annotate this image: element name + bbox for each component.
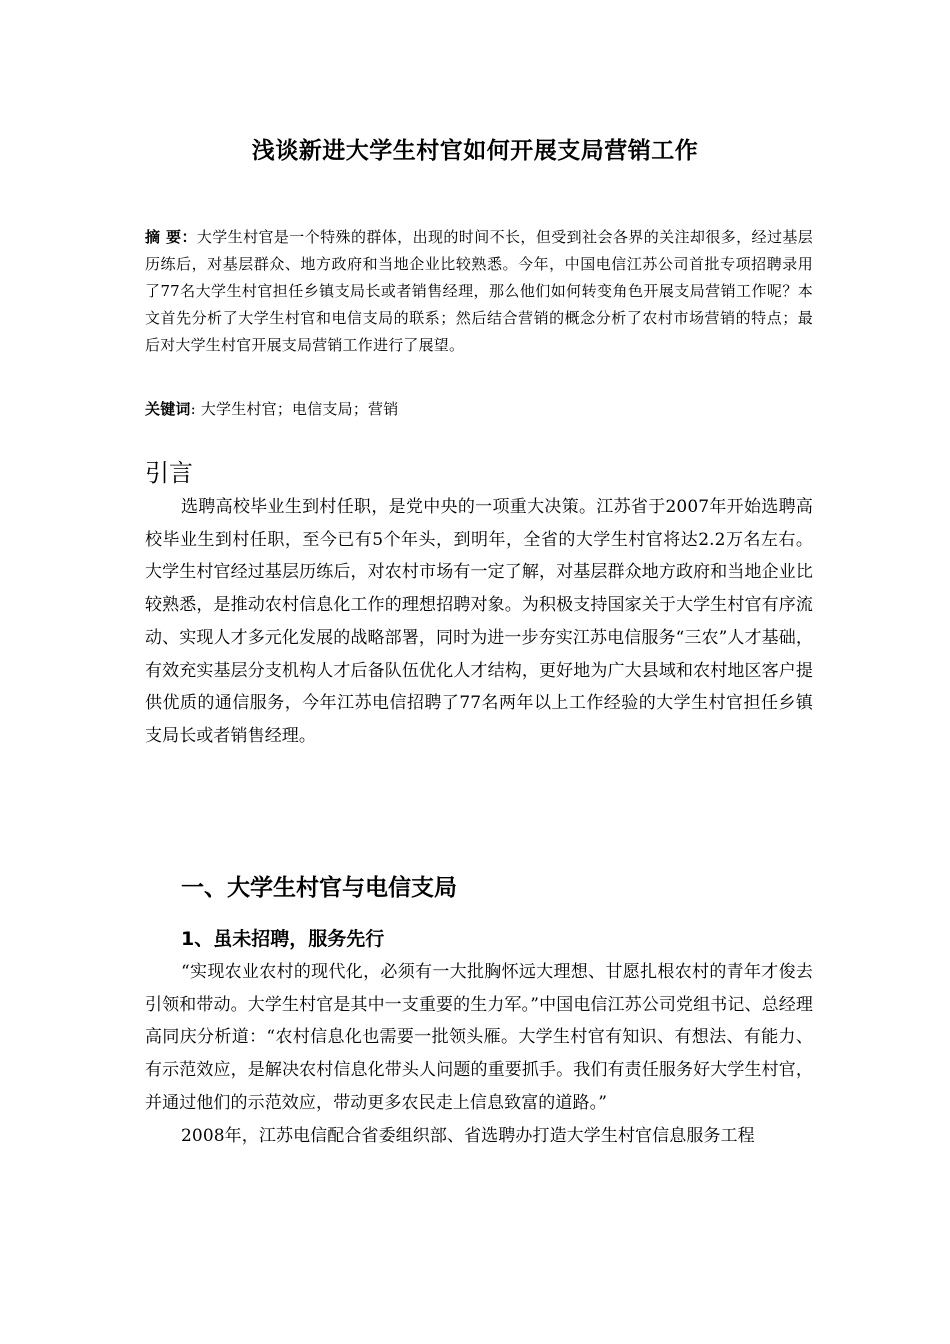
subsection-heading: 1、虽未招聘，服务先行 [181, 928, 385, 950]
section-heading: 一、大学生村官与电信支局 [181, 875, 457, 901]
abstract-block [145, 224, 813, 359]
abstract-text: 大学生村官是一个特殊的群体，出现的时间不长，但受到社会各界的关注却很多，经过基层历练后，对基层群众、地方政府和当地企业比较熟悉。今年，中国电信江苏公司首批专项招聘录用了77名大学生村官担任乡镇支局长或者销售经理，那么他们如何转变角色开展支局营销工作呢？本文首先分析了大学生村官和电信支局的联系；然后结合营销的概念分析了农村市场营销的特点；最后对大学生村官开展支局营销工作进行了展望。 [145, 228, 813, 354]
section-paragraph: “实现农业农村的现代化，必须有一大批胸怀远大理想、甘愿扎根农村的青年才俊去引领和带动。大学生村官是其中一支重要的生力军。”中国电信江苏公司党组书记、总经理高同庆分析道：“农村信息化也需要一批领头雁。大学生村官有知识、有想法、有能力、有示范效应，是解决农村信息化带头人问题的重要抓手。我们有责任服务好大学生村官，并通过他们的示范效应，带动更多农民走上信息致富的道路。” [145, 962, 813, 1113]
introduction-body [145, 491, 813, 753]
section-body [145, 956, 813, 1152]
introduction-heading: 引言 [145, 459, 193, 487]
introduction-paragraph: 选聘高校毕业生到村任职，是党中央的一项重大决策。江苏省于2007年开始选聘高校毕业生到村任职，至今已有5个年头，到明年，全省的大学生村官将达2.2万名左右。大学生村官经过基层历练后，对农村市场有一定了解，对基层群众地方政府和当地企业比较熟悉，是推动农村信息化工作的理想招聘对象。为积极支持国家关于大学生村官有序流动、实现人才多元化发展的战略部署，同时为进一步夯实江苏电信服务“三农”人才基础，有效充实基层分支机构人才后备队伍优化人才结构，更好地为广大县域和农村地区客户提供优质的通信服务，今年江苏电信招聘了77名两年以上工作经验的大学生村官担任乡镇支局长或者销售经理。 [145, 497, 813, 746]
document-title: 浅谈新进大学生村官如何开展支局营销工作 [251, 138, 699, 164]
keywords-block [145, 396, 813, 423]
section-paragraph: 2008年，江苏电信配合省委组织部、省选聘办打造大学生村官信息服务工程 [181, 1125, 755, 1146]
keywords-text: : 大学生村官；电信支局；营销 [190, 400, 399, 418]
keywords-label: 关键词 [145, 400, 191, 418]
abstract-label: 摘 要： [145, 228, 197, 246]
